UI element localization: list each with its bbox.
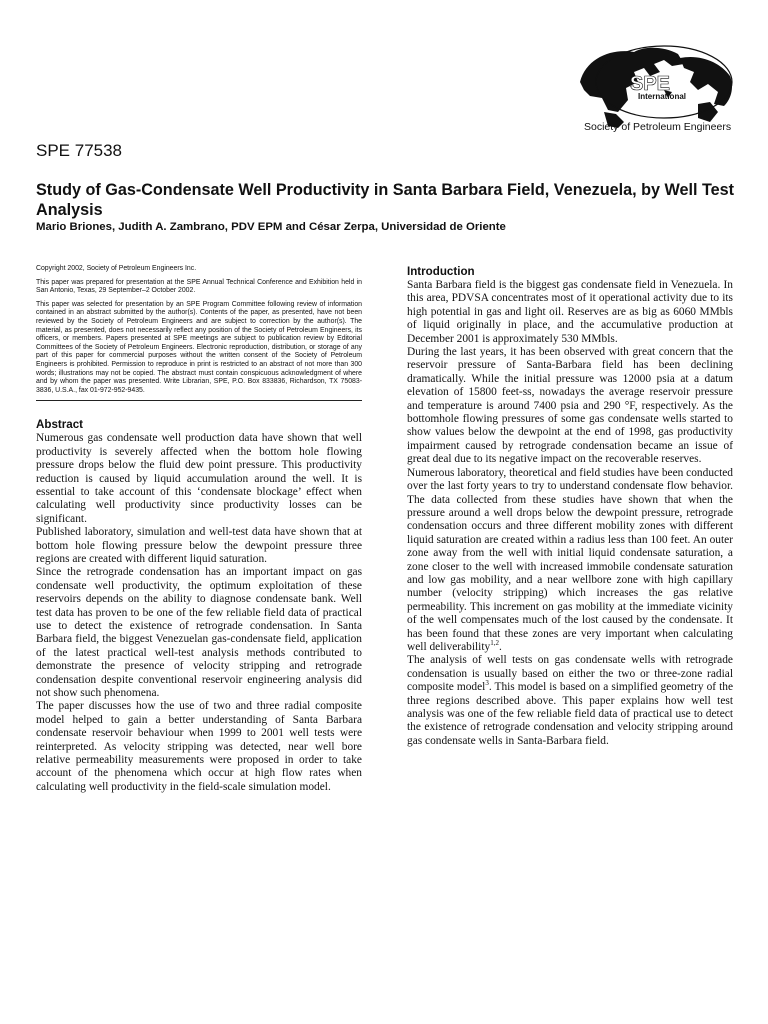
abstract-paragraph: Numerous gas condensate well production data have shown that well productivity is severely affected when the bottom hole flowing pressure drops below the fluid dew point pressure. This productivity reduction is caused by liquid accumulation around the well. It is essential to take account of this ‘condensate blockage’ effect when calculating well productivity since productivity losses can be significant. xyxy=(36,432,362,525)
intro-paragraph: During the last years, it has been observed with great concern that the reservoir pressure of Santa-Barbara field has been declining dramatically. While the initial pressure was 12000 psia at a datum elevation of 15800 feet-ss, nowadays the average reservoir pressure and temperature is around 7400 psia and 290 °F, respectively. As the bottomhole flowing pressures of some gas condensate wells started to show values below the dewpoint at the end of 1998, gas productivity impairment caused by retrograde condensation became an issue of great deal due to its negative impact on the recoverable reserves. xyxy=(407,346,733,466)
intro-paragraph xyxy=(407,654,733,748)
spe-logo xyxy=(568,42,740,132)
left-column xyxy=(36,265,362,794)
citation-superscript: 1,2 xyxy=(490,639,499,648)
abstract-paragraph: The paper discusses how the use of two and three radial composite model helped to gain a better understanding of Santa Barbara condensate reservoir behaviour when 1999 to 2001 well tests were reinterpreted. As velocity stripping was detected, near well bore relative permeability measurements were proposed in order to take account of the phenomena which occur at high flow rates when calculating well productivity in the field-scale simulation model. xyxy=(36,700,362,793)
intro-text: Numerous laboratory, theoretical and field studies have been conducted over the last forty years to try to understand condensate flow behavior. The data collected from these studies have shown that when the pressure around a well drops below the dewpoint pressure, retrograde condensation occurs and three different mobility zones with different liquid saturation are created within a radius less than 100 feet. An outer zone away from the well with initial liquid condensate saturation, a zone closer to the well with increased immobile condensate saturation and low gas mobility, and a near wellbore zone with high capillary number (velocity stripping) which increases the gas relative permeability. This increment on gas mobility at the immediate vicinity of the well compensates much of the lost caused by the condensate. It has been found that these zones are very important when calculating well deliverability xyxy=(407,466,733,653)
citation-superscript: 3 xyxy=(485,679,489,688)
paper-title: Study of Gas-Condensate Well Productivity in Santa Barbara Field, Venezuela, by Well Test Analysis xyxy=(36,181,735,219)
copyright-divider xyxy=(36,400,362,401)
paper-code: SPE 77538 xyxy=(36,141,123,160)
copyright-line: Copyright 2002, Society of Petroleum Engineers Inc. xyxy=(36,265,197,272)
presentation-note: This paper was prepared for presentation at the SPE Annual Technical Conference and Exhibition held in San Antonio, Texas, 29 September–2 October 2002. xyxy=(36,278,362,295)
intro-paragraph xyxy=(407,467,733,655)
intro-paragraph: Santa Barbara field is the biggest gas condensate field in Venezuela. In this area, PDVSA concentrates most of it operational activity due to its high potential in gas and light oil. Reserves are as big as 6060 MMbls of liquid originally in place, and the accumulative production at December 2001 is approximately 530 MMbls. xyxy=(407,279,733,345)
logo-name: SPE xyxy=(630,73,671,95)
intro-text: . xyxy=(498,640,502,653)
logo-caption: Society of Petroleum Engineers xyxy=(584,121,732,133)
abstract-paragraph: Since the retrograde condensation has an important impact on gas condensate well productivity, the optimum exploitation of these reservoirs depends on the ability to diagnose condensate bank. Well test data has proven to be one of the few reliable field data of practical use to detect the existence of retrograde condensation. In Santa Barbara field, the biggest Venezuelan gas-condensate field, application of the latest practical well-test analysis methods contributed to demonstrate the presence of velocity stripping and retrograde condensation despite conventional reservoir engineering analysis did not show such phenomena. xyxy=(36,566,362,700)
authors: Mario Briones, Judith A. Zambrano, PDV EPM and César Zerpa, Universidad de Oriente xyxy=(36,221,506,233)
right-column xyxy=(407,264,733,748)
abstract-heading: Abstract xyxy=(36,418,84,432)
introduction-heading: Introduction xyxy=(407,265,475,278)
intro-text: The analysis of well tests on gas condensate wells with retrograde condensation is usually based on either the two or three-zone radial composite model xyxy=(407,654,733,694)
review-note: This paper was selected for presentation by an SPE Program Committee following review of information contained in an abstract submitted by the author(s). Contents of the paper, as presented, have not been reviewed by the Society of Petroleum Engineers and are subject to correction by the author(s). The material, as presented, does not necessarily reflect any position of the Society of Petroleum Engineers, its officers, or members. Papers presented at SPE meetings are subject to publication review by Editorial Committees of the Society of Petroleum Engineers. Electronic reproduction, distribution, or storage of any part of this paper for commercial purposes without the written consent of the Society of Petroleum Engineers is prohibited. Permission to reproduce in print is restricted to an abstract of not more than 300 words; illustrations may not be copied. The abstract must contain conspicuous acknowledgment of where and by whom the paper was presented. Write Librarian, SPE, P.O. Box 833836, Richardson, TX 75083-3836, U.S.A., fax 01-972-952-9435. xyxy=(36,300,362,394)
copyright-block xyxy=(36,265,362,401)
intro-text: . This model is based on a simplified geometry of the three regions described above. This paper explains how well test analysis was one of the few reliable field data of practical use to detect the existence of retrograde condensation and velocity stripping around gas condensate wells in Santa-Barbara field. xyxy=(407,681,734,747)
abstract-body xyxy=(36,432,362,794)
logo-subtitle: International xyxy=(638,92,687,101)
abstract-paragraph: Published laboratory, simulation and well-test data have shown that at bottom hole flowing pressure below the dewpoint pressure three regions are created with different liquid saturation. xyxy=(36,526,362,565)
